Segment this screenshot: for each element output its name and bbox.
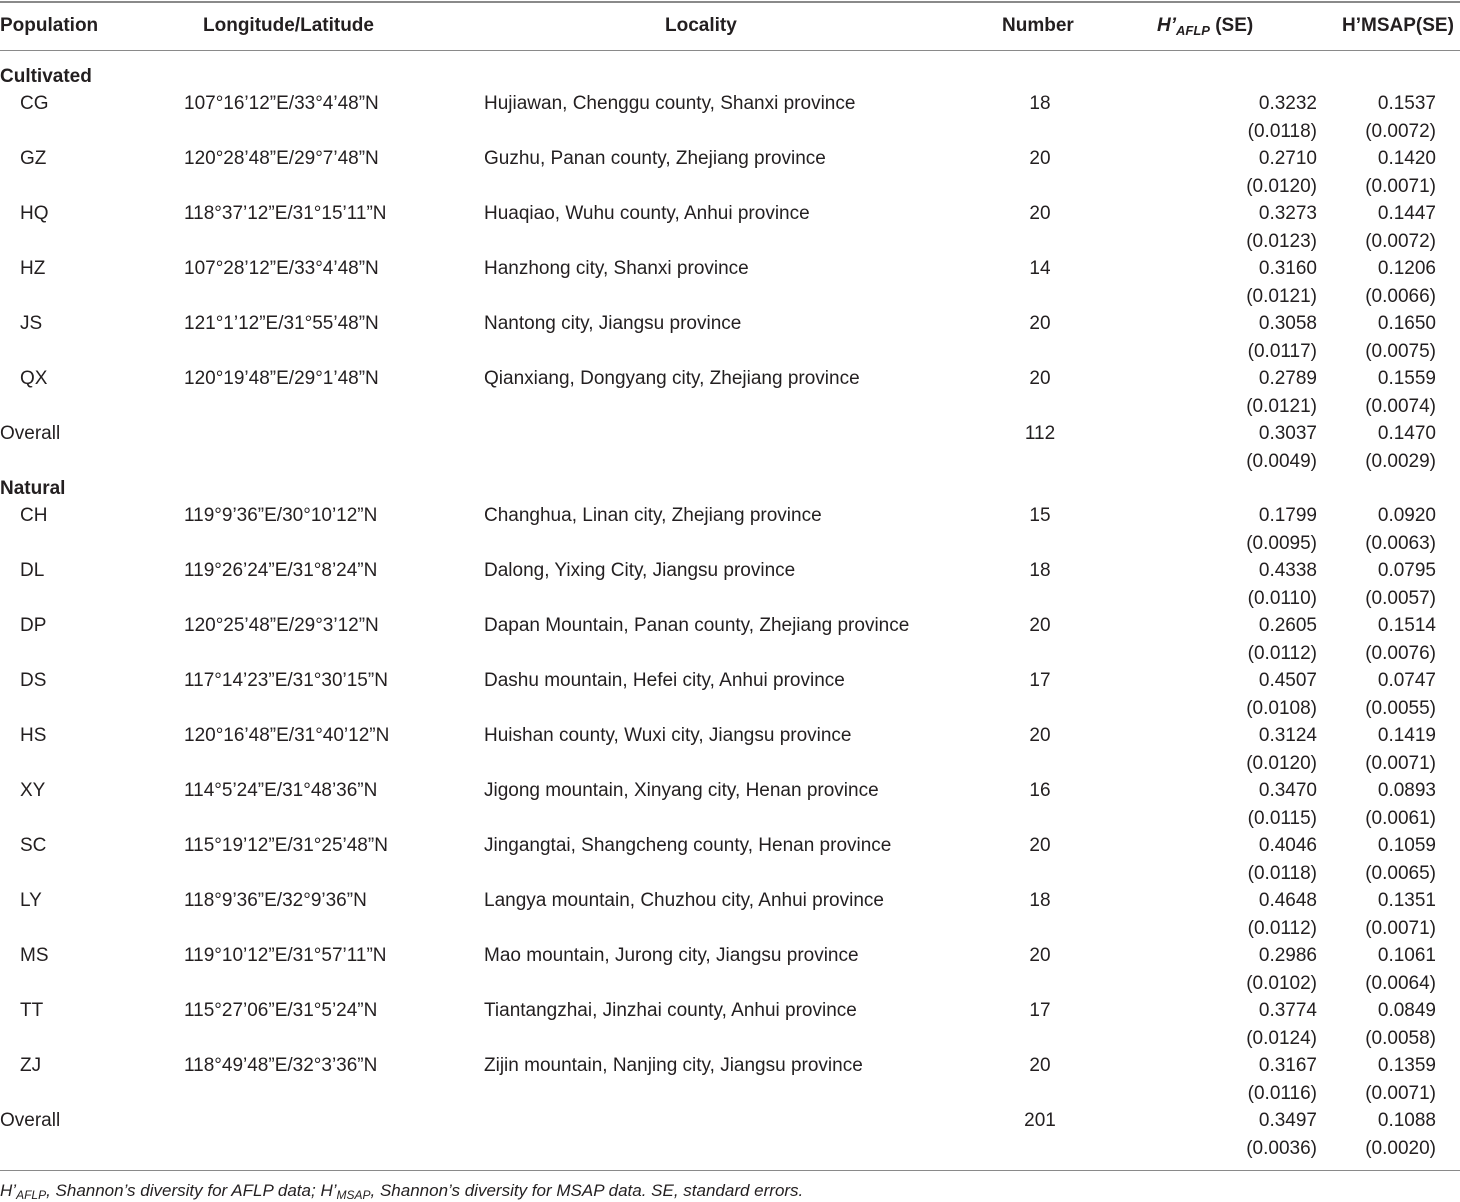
h-msap-cell-value: 0.1061: [1377, 945, 1436, 966]
h-msap-cell-value: 0.1420: [1377, 148, 1436, 169]
population-cell: HQ: [20, 203, 49, 224]
h-aflp-cell-value: 0.3058: [1258, 313, 1317, 334]
locality-cell: Dalong, Yixing City, Jiangsu province: [484, 560, 796, 581]
h-msap-cell-se: (0.0058): [1365, 1027, 1436, 1049]
h-msap-cell-se: (0.0072): [1365, 120, 1436, 142]
h-aflp-cell-se: (0.0108): [1246, 697, 1317, 719]
footnote-subscript-msap: MSAP: [336, 1188, 371, 1202]
locality-cell: Jigong mountain, Xinyang city, Henan province: [484, 780, 879, 801]
table-row: [0, 502, 1460, 557]
h-msap-cell: [1237, 1052, 1436, 1107]
population-cell: HZ: [20, 258, 46, 279]
locality-cell: Huaqiao, Wuhu county, Anhui province: [484, 203, 810, 224]
table-row: [0, 997, 1460, 1052]
population-cell: QX: [20, 368, 48, 389]
h-msap-cell-se: (0.0075): [1365, 340, 1436, 362]
h-aflp-cell-value: 0.3774: [1258, 1000, 1317, 1021]
footnote-text-1: , Shannon’s diversity for AFLP data;: [46, 1181, 321, 1200]
table-row: [0, 310, 1460, 365]
h-msap-cell-value: 0.0920: [1377, 505, 1436, 526]
number-cell: 17: [1029, 670, 1051, 691]
h-aflp-cell-se: (0.0117): [1247, 340, 1317, 362]
h-msap-cell-value: 0.1447: [1377, 203, 1436, 224]
h-aflp-cell-value: 0.4046: [1258, 835, 1317, 856]
locality-cell: Tiantangzhai, Jinzhai county, Anhui province: [484, 1000, 857, 1021]
number-cell: 20: [1029, 313, 1051, 334]
h-msap-cell-value: 0.1537: [1377, 93, 1436, 114]
h-msap-cell: [1237, 420, 1436, 475]
h-msap-cell: [1237, 365, 1436, 420]
h-msap-cell-value: 0.1088: [1377, 1110, 1436, 1131]
h-msap-cell-se: (0.0072): [1365, 230, 1436, 252]
number-cell: 16: [1029, 780, 1051, 801]
group-label: Cultivated: [0, 66, 92, 87]
h-msap-cell-value: 0.1470: [1377, 423, 1436, 444]
number-cell: 112: [1024, 423, 1056, 444]
header-h-aflp-subscript: AFLP: [1176, 23, 1210, 38]
h-msap-cell: [1237, 612, 1436, 667]
number-cell: 20: [1029, 1055, 1051, 1076]
h-msap-cell-se: (0.0063): [1365, 532, 1436, 554]
h-msap-cell-value: 0.0795: [1377, 560, 1436, 581]
h-msap-cell: [1237, 942, 1436, 997]
h-aflp-cell-se: (0.0118): [1247, 862, 1317, 884]
h-msap-cell: [1237, 310, 1436, 365]
h-msap-cell-value: 0.0849: [1377, 1000, 1436, 1021]
number-cell: 20: [1029, 835, 1051, 856]
population-cell: LY: [20, 890, 42, 911]
table-row: [0, 255, 1460, 310]
longitude-latitude-cell: 107°16’12”E/33°4’48”N: [184, 93, 379, 114]
h-msap-cell-value: 0.1419: [1377, 725, 1436, 746]
h-msap-cell: [1237, 832, 1436, 887]
h-msap-cell-value: 0.1650: [1377, 313, 1436, 334]
h-msap-cell: [1237, 667, 1436, 722]
header-number: Number: [1002, 15, 1074, 36]
group-label: Natural: [0, 478, 66, 499]
h-msap-cell-se: (0.0055): [1365, 697, 1436, 719]
overall-row: [0, 1107, 1460, 1162]
locality-cell: Hanzhong city, Shanxi province: [484, 258, 749, 279]
h-aflp-cell-se: (0.0112): [1247, 917, 1317, 939]
h-aflp-cell-value: 0.3160: [1258, 258, 1317, 279]
locality-cell: Huishan county, Wuxi city, Jiangsu province: [484, 725, 852, 746]
header-h-msap: H’MSAP(SE): [1342, 15, 1454, 36]
footnote-h-symbol-1: H’: [0, 1181, 17, 1200]
longitude-latitude-cell: 120°19’48”E/29°1’48”N: [184, 368, 379, 389]
header-h-aflp: [1157, 14, 1253, 38]
table-row: [0, 832, 1460, 887]
table-footnote: [0, 1180, 803, 1202]
population-cell: ZJ: [20, 1055, 42, 1076]
header-rule: [0, 50, 1460, 51]
h-aflp-cell-value: 0.2605: [1258, 615, 1317, 636]
table-row: [0, 612, 1460, 667]
longitude-latitude-cell: 120°25’48”E/29°3’12”N: [184, 615, 379, 636]
population-cell: DP: [20, 615, 47, 636]
h-msap-cell-se: (0.0074): [1365, 395, 1436, 417]
longitude-latitude-cell: 119°26’24”E/31°8’24”N: [184, 560, 378, 581]
locality-cell: Hujiawan, Chenggu county, Shanxi province: [484, 93, 856, 114]
h-aflp-cell-value: 0.3232: [1258, 93, 1317, 114]
locality-cell: Mao mountain, Jurong city, Jiangsu province: [484, 945, 859, 966]
h-msap-cell: [1237, 145, 1436, 200]
population-cell: CG: [20, 93, 49, 114]
h-msap-cell-value: 0.1059: [1377, 835, 1436, 856]
number-cell: 18: [1029, 560, 1051, 581]
group-heading-row: [0, 63, 1460, 90]
h-aflp-cell-value: 0.3470: [1258, 780, 1317, 801]
table-row: [0, 1052, 1460, 1107]
number-cell: 20: [1029, 203, 1051, 224]
h-aflp-cell-value: 0.3037: [1258, 423, 1317, 444]
table-row: [0, 200, 1460, 255]
number-cell: 14: [1029, 258, 1051, 279]
h-msap-cell-se: (0.0020): [1365, 1137, 1436, 1159]
header-population: Population: [0, 15, 99, 36]
overall-label: Overall: [0, 423, 61, 444]
longitude-latitude-cell: 119°10’12”E/31°57’11”N: [184, 945, 387, 966]
h-aflp-cell-se: (0.0115): [1247, 807, 1317, 829]
h-msap-cell: [1237, 777, 1436, 832]
h-msap-cell: [1237, 557, 1436, 612]
h-msap-cell-se: (0.0066): [1365, 285, 1436, 307]
header-locality: Locality: [665, 15, 737, 36]
number-cell: 17: [1029, 1000, 1051, 1021]
h-msap-cell: [1237, 722, 1436, 777]
h-aflp-cell-value: 0.4507: [1258, 670, 1317, 691]
number-cell: 201: [1024, 1110, 1056, 1131]
h-msap-cell-se: (0.0064): [1365, 972, 1436, 994]
h-msap-cell: [1237, 255, 1436, 310]
h-msap-cell-se: (0.0065): [1365, 862, 1436, 884]
header-longitude-latitude: Longitude/Latitude: [203, 15, 374, 36]
h-aflp-cell-se: (0.0049): [1246, 450, 1317, 472]
table-top-rule: [0, 1, 1460, 3]
h-msap-cell-se: (0.0071): [1365, 752, 1436, 774]
footnote-text-2: , Shannon’s diversity for MSAP data. SE, standard errors.: [370, 1181, 804, 1200]
overall-row: [0, 420, 1460, 475]
h-aflp-cell-se: (0.0118): [1247, 120, 1317, 142]
h-msap-cell: [1237, 997, 1436, 1052]
longitude-latitude-cell: 118°49’48”E/32°3’36”N: [184, 1055, 378, 1076]
h-msap-cell: [1237, 200, 1436, 255]
population-cell: MS: [20, 945, 49, 966]
h-aflp-cell-value: 0.3273: [1258, 203, 1317, 224]
h-msap-cell-se: (0.0071): [1365, 175, 1436, 197]
number-cell: 20: [1029, 148, 1051, 169]
number-cell: 15: [1029, 505, 1051, 526]
table-row: [0, 667, 1460, 722]
table-row: [0, 777, 1460, 832]
h-aflp-cell-se: (0.0095): [1246, 532, 1317, 554]
h-msap-cell: [1237, 502, 1436, 557]
longitude-latitude-cell: 120°16’48”E/31°40’12”N: [184, 725, 390, 746]
locality-cell: Dashu mountain, Hefei city, Anhui province: [484, 670, 845, 691]
locality-cell: Langya mountain, Chuzhou city, Anhui province: [484, 890, 884, 911]
population-cell: DS: [20, 670, 47, 691]
h-aflp-cell-se: (0.0123): [1246, 230, 1317, 252]
number-cell: 18: [1029, 93, 1051, 114]
longitude-latitude-cell: 118°37’12”E/31°15’11”N: [184, 203, 387, 224]
population-cell: SC: [20, 835, 47, 856]
footnote-subscript-aflp: AFLP: [16, 1188, 47, 1202]
longitude-latitude-cell: 117°14’23”E/31°30’15”N: [184, 670, 388, 691]
population-cell: CH: [20, 505, 48, 526]
h-aflp-cell-value: 0.2986: [1258, 945, 1317, 966]
population-cell: TT: [20, 1000, 44, 1021]
table-row: [0, 722, 1460, 777]
h-aflp-cell-se: (0.0120): [1246, 175, 1317, 197]
population-cell: JS: [20, 313, 43, 334]
table-bottom-rule: [0, 1170, 1460, 1171]
h-msap-cell-value: 0.0893: [1377, 780, 1436, 801]
table-row: [0, 942, 1460, 997]
h-aflp-cell-value: 0.1799: [1258, 505, 1317, 526]
longitude-latitude-cell: 118°9’36”E/32°9’36”N: [184, 890, 367, 911]
h-aflp-cell-se: (0.0102): [1246, 972, 1317, 994]
h-msap-cell-se: (0.0029): [1365, 450, 1436, 472]
overall-label: Overall: [0, 1110, 61, 1131]
h-aflp-cell-se: (0.0112): [1247, 642, 1317, 664]
h-msap-cell-se: (0.0061): [1365, 807, 1436, 829]
population-cell: GZ: [20, 148, 47, 169]
h-msap-cell-value: 0.1559: [1377, 368, 1436, 389]
population-cell: XY: [20, 780, 46, 801]
locality-cell: Guzhu, Panan county, Zhejiang province: [484, 148, 826, 169]
population-cell: HS: [20, 725, 47, 746]
locality-cell: Qianxiang, Dongyang city, Zhejiang province: [484, 368, 860, 389]
h-aflp-cell-se: (0.0120): [1246, 752, 1317, 774]
h-aflp-cell-se: (0.0116): [1247, 1082, 1317, 1104]
number-cell: 20: [1029, 945, 1051, 966]
h-msap-cell-value: 0.1206: [1377, 258, 1436, 279]
h-aflp-cell-se: (0.0121): [1246, 285, 1317, 307]
footnote-h-symbol-2: H’: [320, 1181, 337, 1200]
number-cell: 20: [1029, 725, 1051, 746]
h-msap-cell: [1237, 1107, 1436, 1162]
table-body: [0, 63, 1460, 1162]
longitude-latitude-cell: 119°9’36”E/30°10’12”N: [184, 505, 378, 526]
h-msap-cell-se: (0.0071): [1365, 1082, 1436, 1104]
h-aflp-cell-se: (0.0121): [1246, 395, 1317, 417]
longitude-latitude-cell: 107°28’12”E/33°4’48”N: [184, 258, 379, 279]
number-cell: 20: [1029, 615, 1051, 636]
h-msap-cell-se: (0.0076): [1365, 642, 1436, 664]
h-msap-cell-value: 0.1351: [1377, 890, 1436, 911]
h-msap-cell: [1237, 887, 1436, 942]
group-heading-row: [0, 475, 1460, 502]
h-msap-cell-se: (0.0057): [1365, 587, 1436, 609]
number-cell: 18: [1029, 890, 1051, 911]
h-aflp-cell-se: (0.0110): [1247, 587, 1317, 609]
locality-cell: Dapan Mountain, Panan county, Zhejiang province: [484, 615, 910, 636]
longitude-latitude-cell: 120°28’48”E/29°7’48”N: [184, 148, 379, 169]
h-msap-cell: [1237, 90, 1436, 145]
header-h-aflp-se: (SE): [1209, 15, 1254, 36]
number-cell: 20: [1029, 368, 1051, 389]
h-aflp-cell-value: 0.3167: [1258, 1055, 1317, 1076]
longitude-latitude-cell: 114°5’24”E/31°48’36”N: [184, 780, 378, 801]
table-row: [0, 145, 1460, 200]
table-row: [0, 887, 1460, 942]
longitude-latitude-cell: 121°1’12”E/31°55’48”N: [184, 313, 379, 334]
h-msap-cell-se: (0.0071): [1365, 917, 1436, 939]
h-aflp-cell-value: 0.2710: [1258, 148, 1317, 169]
h-aflp-cell-value: 0.3497: [1258, 1110, 1317, 1131]
longitude-latitude-cell: 115°27’06”E/31°5’24”N: [184, 1000, 378, 1021]
h-aflp-cell-value: 0.4648: [1258, 890, 1317, 911]
locality-cell: Changhua, Linan city, Zhejiang province: [484, 505, 822, 526]
table-row: [0, 365, 1460, 420]
h-msap-cell-value: 0.1514: [1377, 615, 1436, 636]
locality-cell: Zijin mountain, Nanjing city, Jiangsu province: [484, 1055, 863, 1076]
h-aflp-cell-se: (0.0036): [1246, 1137, 1317, 1159]
h-msap-cell-value: 0.1359: [1377, 1055, 1436, 1076]
table-row: [0, 557, 1460, 612]
table-row: [0, 90, 1460, 145]
h-aflp-cell-value: 0.3124: [1258, 725, 1317, 746]
header-h-aflp-symbol: H’: [1157, 15, 1176, 36]
h-aflp-cell-value: 0.4338: [1258, 560, 1317, 581]
h-aflp-cell-value: 0.2789: [1258, 368, 1317, 389]
h-aflp-cell-se: (0.0124): [1246, 1027, 1317, 1049]
longitude-latitude-cell: 115°19’12”E/31°25’48”N: [184, 835, 388, 856]
locality-cell: Jingangtai, Shangcheng county, Henan province: [484, 835, 892, 856]
h-msap-cell-value: 0.0747: [1377, 670, 1436, 691]
locality-cell: Nantong city, Jiangsu province: [484, 313, 742, 334]
population-cell: DL: [20, 560, 45, 581]
